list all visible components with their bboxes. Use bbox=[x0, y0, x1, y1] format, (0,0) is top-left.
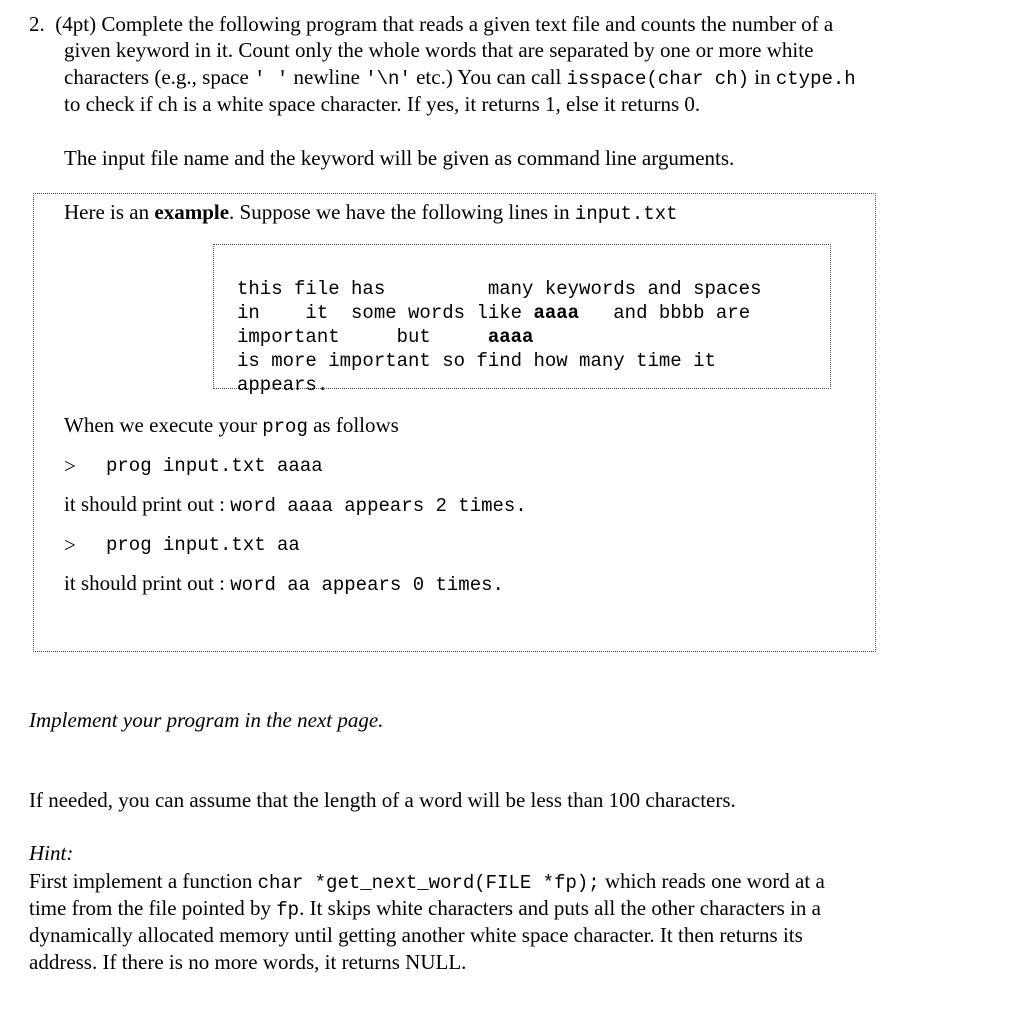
file-content bbox=[237, 253, 762, 421]
fp-variable: fp bbox=[276, 899, 300, 921]
output-2: it should print out : word aa appears 0 times. bbox=[64, 571, 504, 596]
prompt-symbol: > bbox=[64, 454, 76, 478]
output-1-text: word aaaa appears 2 times. bbox=[230, 495, 527, 517]
file-line-3: important but aaaa bbox=[237, 326, 534, 348]
command-1 bbox=[64, 453, 323, 480]
ctype-header: ctype.h bbox=[775, 68, 856, 90]
hint-line-3: dynamically allocated memory until getting another white space character. It then returns its bbox=[29, 923, 803, 947]
prompt-symbol: > bbox=[64, 533, 76, 557]
example-bold: example bbox=[154, 200, 230, 224]
get-next-word-signature: char *get_next_word(FILE *fp); bbox=[257, 872, 600, 894]
prog-name: prog bbox=[262, 416, 308, 438]
input-filename: input.txt bbox=[574, 203, 678, 225]
file-line-5: appears. bbox=[237, 374, 329, 396]
command-2 bbox=[64, 532, 300, 559]
question-line-4: to check if ch is a white space character. If yes, it returns 1, else it returns 0. bbox=[64, 92, 701, 116]
question-line-2: given keyword in it. Count only the whole words that are separated by one or more white bbox=[64, 38, 814, 62]
file-line-1: this file has many keywords and spaces bbox=[237, 278, 762, 300]
example-intro: Here is an example. Suppose we have the following lines in input.txt bbox=[64, 200, 678, 225]
keyword-highlight: aaaa bbox=[533, 302, 580, 324]
output-1: it should print out : word aaaa appears 2 times. bbox=[64, 492, 527, 517]
question-line-1: 2. (4pt) Complete the following program that reads a given text file and counts the number of a bbox=[29, 12, 834, 36]
keyword-highlight: aaaa bbox=[487, 326, 534, 348]
file-line-2: in it some words like aaaa and bbbb are bbox=[237, 302, 751, 324]
question-line-3: characters (e.g., space ' ' newline '\n' etc.) You can call isspace(char ch) in ctype.h bbox=[64, 65, 856, 90]
newline-literal: '\n' bbox=[365, 68, 411, 90]
command-2-text: prog input.txt aa bbox=[106, 534, 300, 556]
question-number: 2. bbox=[29, 12, 45, 36]
hint-line-1: First implement a function char *get_next_word(FILE *fp); which reads one word at a bbox=[29, 869, 825, 894]
execute-line: When we execute your prog as follows bbox=[64, 413, 399, 438]
isspace-function: isspace(char ch) bbox=[566, 68, 750, 90]
hint-title: Hint: bbox=[29, 841, 74, 865]
file-line-4: is more important so find how many time it bbox=[237, 350, 716, 372]
question-points: (4pt) bbox=[55, 12, 97, 36]
implement-note: Implement your program in the next page. bbox=[29, 708, 384, 732]
command-1-text: prog input.txt aaaa bbox=[106, 455, 323, 477]
output-2-text: word aa appears 0 times. bbox=[230, 574, 504, 596]
hint-line-2: time from the file pointed by fp. It skips white characters and puts all the other characters in a bbox=[29, 896, 821, 921]
space-literal: ' ' bbox=[254, 68, 289, 90]
command-line-args-note: The input file name and the keyword will be given as command line arguments. bbox=[64, 146, 735, 170]
hint-line-4: address. If there is no more words, it returns NULL. bbox=[29, 950, 467, 974]
word-length-note: If needed, you can assume that the length of a word will be less than 100 characters. bbox=[29, 788, 736, 812]
